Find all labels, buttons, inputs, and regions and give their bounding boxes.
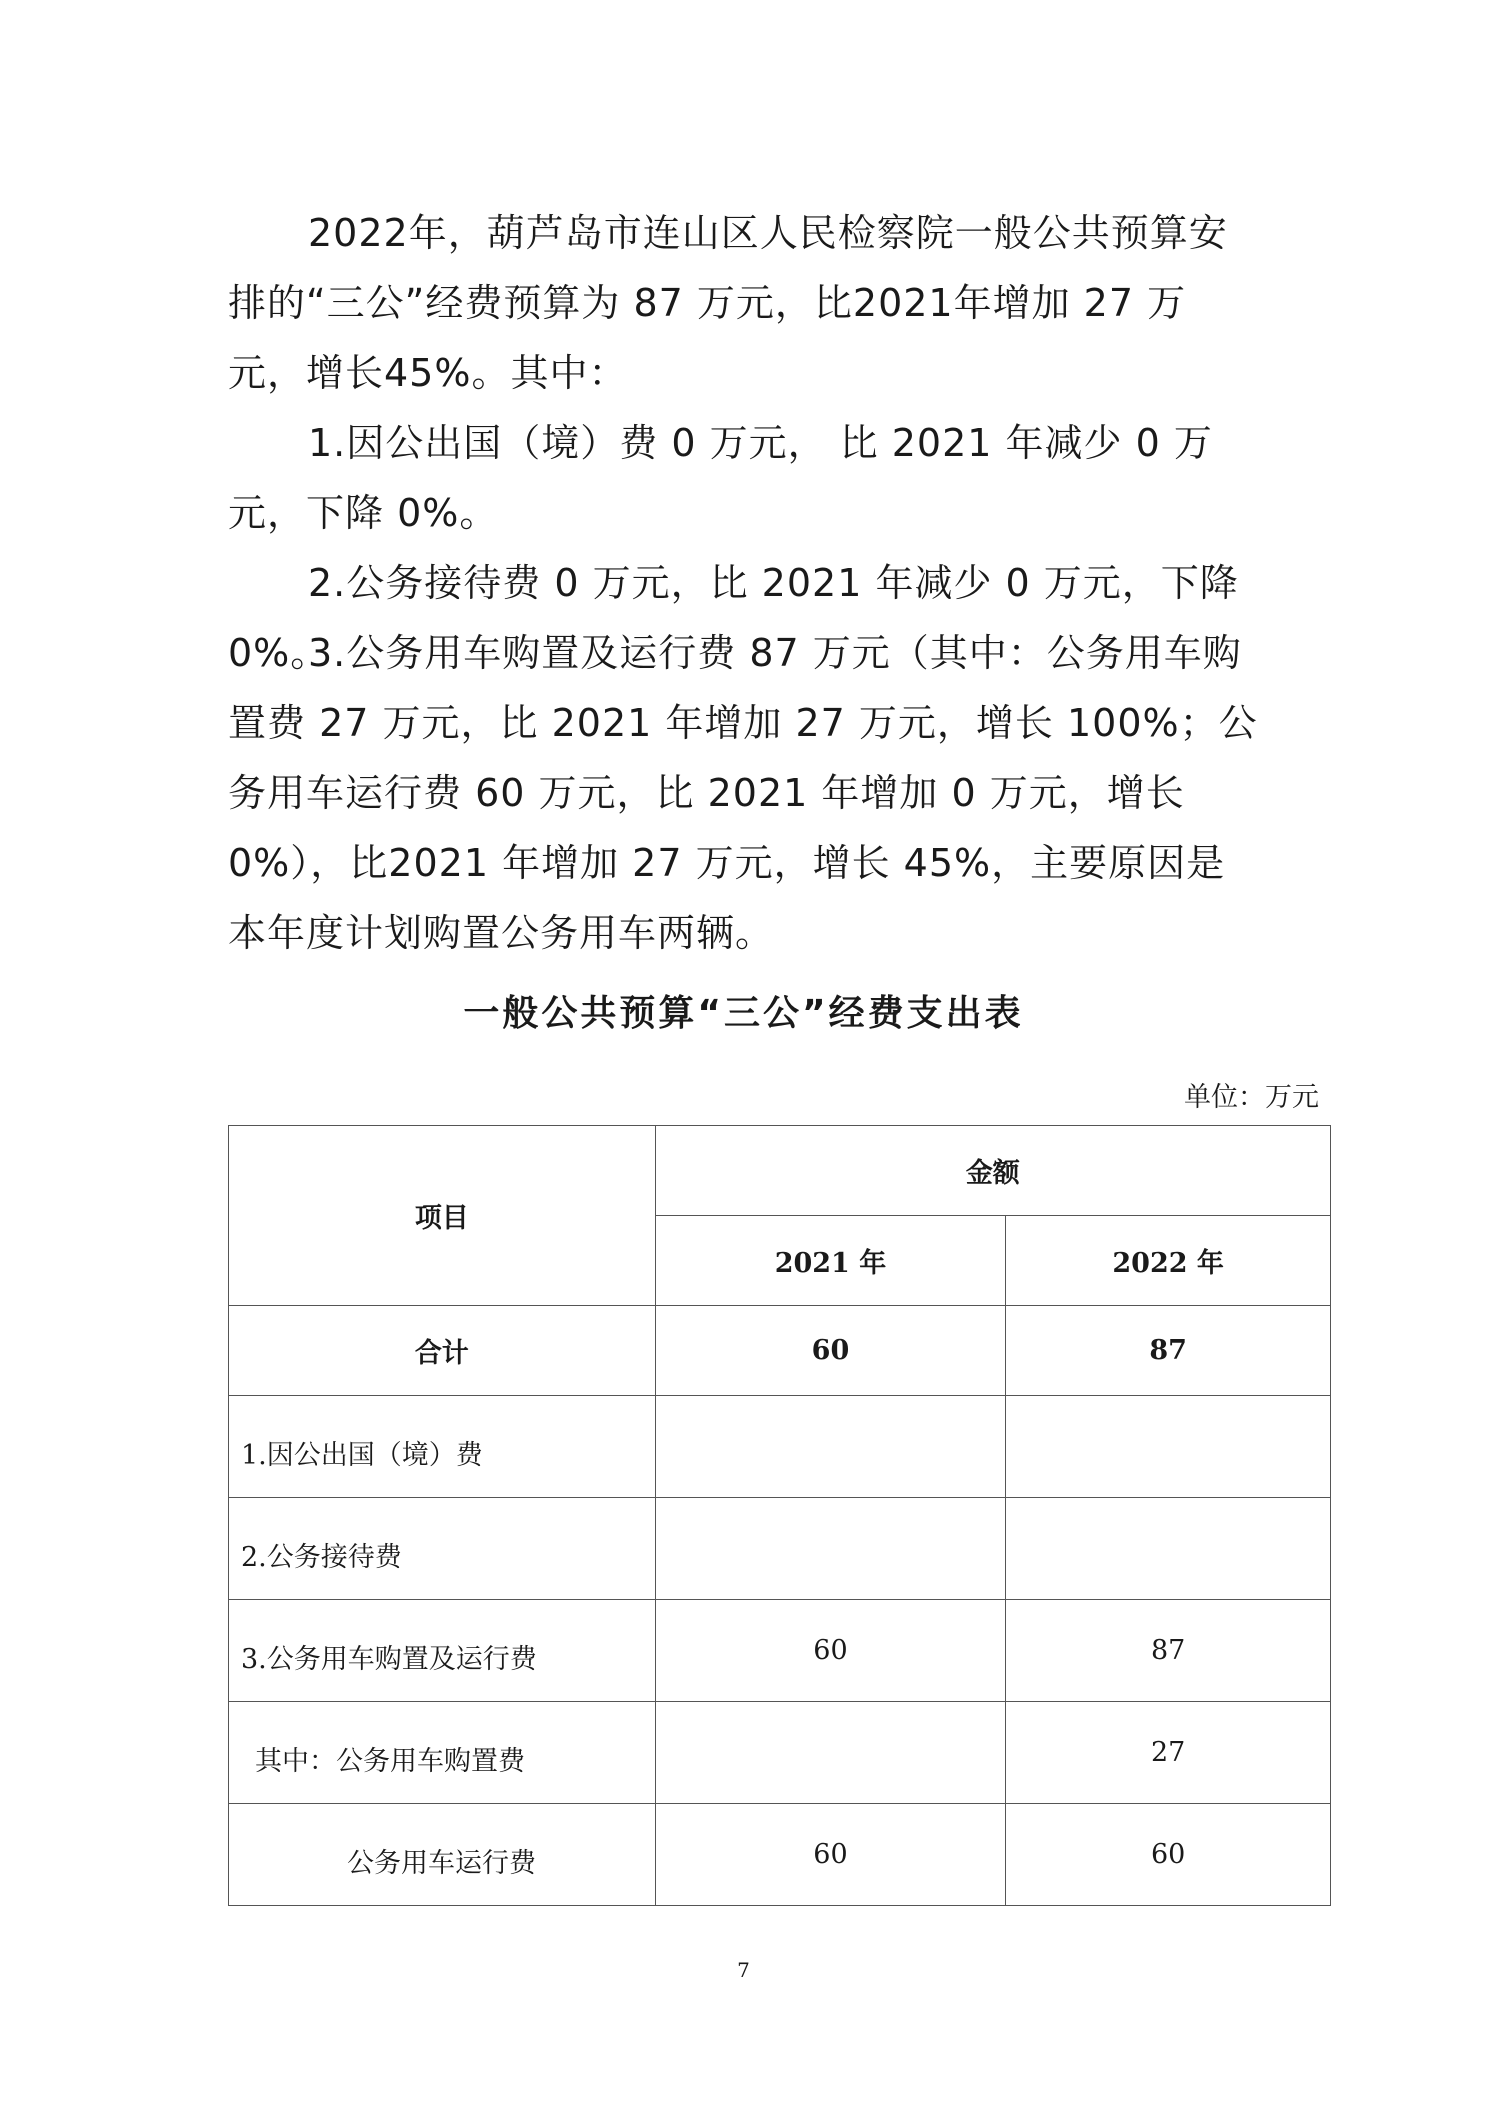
page-number: 7	[737, 1958, 750, 1982]
table-header-row	[229, 1126, 1331, 1216]
row-label: 3.公务用车购置及运行费	[229, 1600, 656, 1702]
table-row	[229, 1306, 1331, 1396]
header-amount: 金额	[655, 1126, 1330, 1216]
row-value-2021	[655, 1702, 1006, 1804]
item-overseas-travel: 1.因公出国（境）费 0 万元， 比 2021 年减少 0 万元，下降 0%。	[228, 421, 1213, 535]
table-row	[229, 1804, 1331, 1906]
row-label: 其中：公务用车购置费	[229, 1702, 656, 1804]
row-label: 1.因公出国（境）费	[229, 1396, 656, 1498]
row-value-2022	[1006, 1396, 1331, 1498]
row-label: 公务用车运行费	[229, 1804, 656, 1906]
row-value-2022: 87	[1006, 1600, 1331, 1702]
table-title: 一般公共预算“三公”经费支出表	[463, 993, 1024, 1034]
header-year-2021: 2021 年	[655, 1216, 1006, 1306]
row-value-2021: 60	[655, 1600, 1006, 1702]
unit-label: 单位：万元	[1184, 1082, 1319, 1113]
row-value-2021	[655, 1498, 1006, 1600]
table-row	[229, 1702, 1331, 1804]
row-label: 合计	[229, 1306, 656, 1396]
row-value-2022: 87	[1006, 1306, 1331, 1396]
row-value-2022: 60	[1006, 1804, 1331, 1906]
item-vehicle: 3.公务用车购置及运行费 87 万元（其中：公务用车购置费 27 万元，比 2021 年增加 27 万元，增长 100%；公务用车运行费 60 万元，比 2021 年增加 0 万元，增长 0%），比2021 年增加 27 万元，增长 45%，主要原因是本年度计划购置公务用车两辆。	[228, 631, 1258, 955]
budget-table	[228, 1125, 1331, 1906]
row-value-2021: 60	[655, 1804, 1006, 1906]
header-item: 项目	[229, 1126, 656, 1306]
intro-paragraph: 2022年，葫芦岛市连山区人民检察院一般公共预算安排的“三公”经费预算为 87 万元，比2021年增加 27 万元，增长45%。其中：	[228, 211, 1228, 395]
row-value-2022	[1006, 1498, 1331, 1600]
row-value-2022: 27	[1006, 1702, 1331, 1804]
table-row	[229, 1498, 1331, 1600]
header-year-2022: 2022 年	[1006, 1216, 1331, 1306]
row-value-2021	[655, 1396, 1006, 1498]
table-row	[229, 1396, 1331, 1498]
item-reception: 2.公务接待费 0 万元，比 2021 年减少 0 万元，下降0%。	[228, 561, 1239, 675]
row-value-2021: 60	[655, 1306, 1006, 1396]
table-row	[229, 1600, 1331, 1702]
row-label: 2.公务接待费	[229, 1498, 656, 1600]
